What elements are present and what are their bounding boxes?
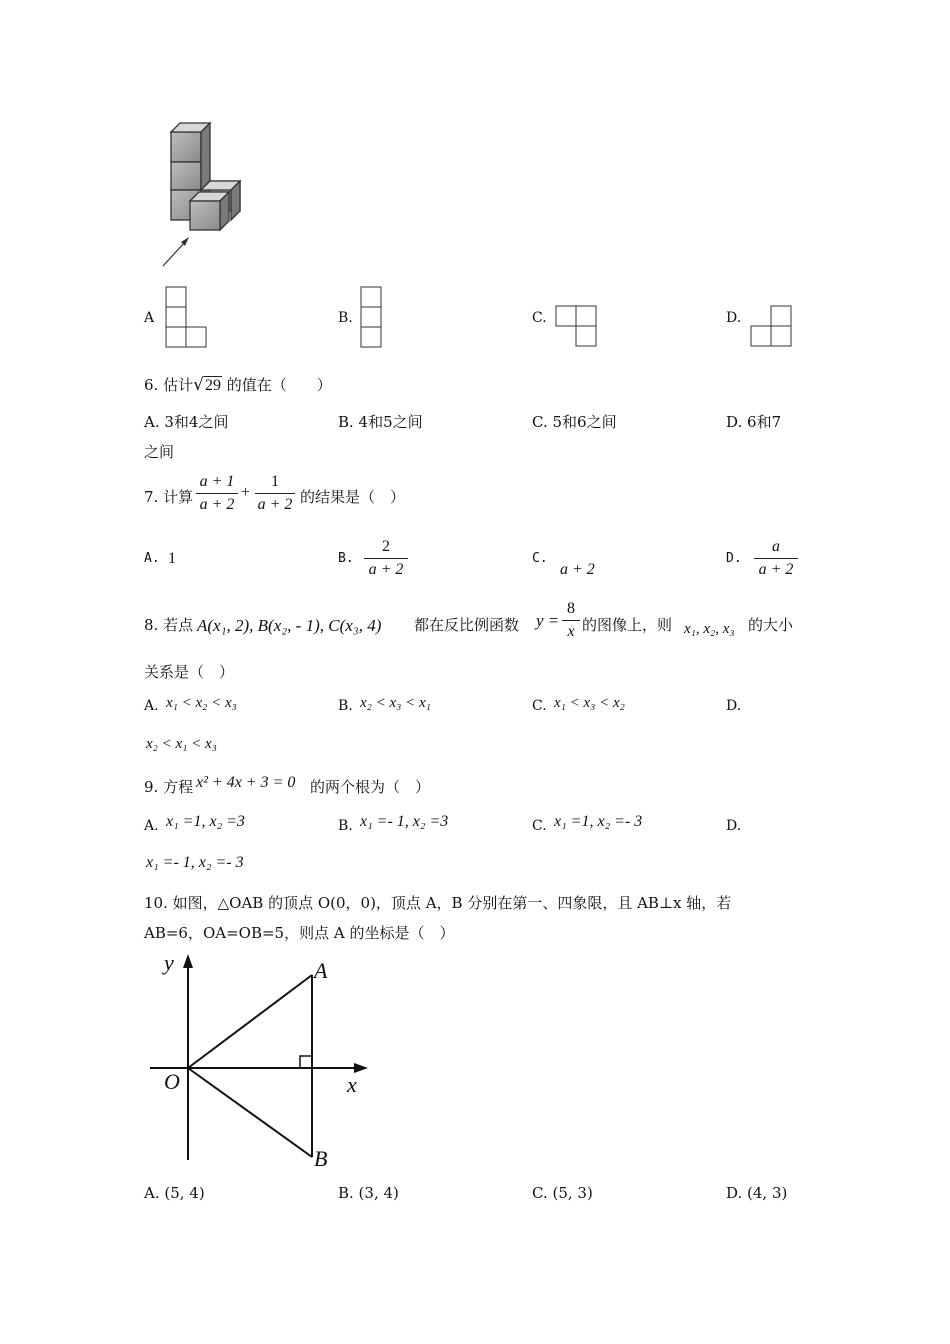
q6-prefix: 估计 [163, 376, 194, 394]
q7-plus: + [241, 484, 251, 501]
q8-prefix: 若点 [163, 616, 194, 634]
q7-option-a-value: 1 [168, 550, 176, 567]
q7-option-b-fraction [364, 536, 408, 581]
q7-option-b-den: a + 2 [364, 558, 408, 581]
cube-stack-figure [150, 115, 260, 275]
q7-fraction-1-den: a + 2 [196, 493, 238, 516]
q8-option-c-label: C. [532, 698, 547, 714]
q7-number: 7. [144, 488, 159, 506]
q5-option-c-view [555, 305, 599, 349]
q8-number-prefix [144, 614, 193, 635]
fig-o-label: O [164, 1069, 180, 1094]
q10-line1: 10. 如图，△OAB 的顶点 O(0，0)，顶点 A，B 分别在第一、四象限，且 AB⊥x 轴，若 [144, 894, 732, 912]
q5-option-b-label: B. [338, 310, 353, 326]
q7-fraction-2-num: 1 [271, 473, 279, 490]
q5-option-c-label: C. [532, 310, 547, 326]
sqrt-symbol: √ [193, 375, 204, 395]
q9-suffix: 的两个根为（ ） [310, 778, 431, 796]
q8-option-c: x₁ < x₃ < x₂ [554, 695, 625, 711]
q8-after: 的图像上，则 [582, 616, 673, 634]
q6-option-d-wrap: 之间 [144, 443, 175, 461]
q9-prefix: 方程 [163, 778, 194, 796]
q8-number: 8. [144, 616, 159, 634]
q6-suffix: 的值在（ ） [226, 376, 332, 394]
q7-option-d-label: D. [726, 551, 742, 566]
q8-option-a: x₁ < x₂ < x₃ [166, 695, 237, 711]
q9-number: 9. [144, 778, 159, 796]
fig-b-label: B [314, 1146, 328, 1171]
q6-radicand: 29 [204, 377, 221, 394]
q8-tail: 的大小 [748, 616, 794, 634]
q5-option-b-view [360, 286, 384, 350]
fig-y-label: y [164, 950, 174, 975]
q10-option-d: D. (4, 3) [726, 1184, 788, 1202]
fig-x-label: x [347, 1072, 357, 1097]
q5-option-a-view [165, 286, 209, 350]
q7-fraction-2-den: a + 2 [255, 493, 295, 516]
q9-option-b-label: B. [338, 818, 353, 834]
q10-option-b: B. (3, 4) [338, 1184, 399, 1202]
q9-option-a-label: A. [144, 818, 159, 834]
q6-option-c: C. 5和6之间 [532, 413, 617, 431]
q8-option-d-label: D. [726, 698, 742, 714]
q10-option-c: C. (5, 3) [532, 1184, 593, 1202]
q8-option-b: x₂ < x₃ < x₁ [360, 695, 431, 711]
q8-func-den: x [562, 620, 580, 643]
q9-option-b: x₁ =- 1, x₂ =3 [360, 813, 449, 830]
q8-line2: 关系是（ ） [144, 663, 235, 681]
q8-option-b-label: B. [338, 698, 353, 714]
q5-option-a-label: A [144, 310, 155, 326]
q7-prefix: 计算 [163, 488, 194, 506]
q10-line2: AB=6，OA=OB=5，则点 A 的坐标是（ ） [144, 924, 455, 942]
q10-option-a: A. (5, 4) [144, 1184, 205, 1202]
fig-a-label: A [314, 958, 328, 983]
q6-option-b: B. 4和5之间 [338, 413, 423, 431]
q8-vars: x₁, x₂, x₃ [684, 621, 735, 637]
q7-option-c-label: C. [532, 551, 548, 566]
q7-fraction-1 [196, 471, 238, 516]
q7-option-d-den: a + 2 [754, 558, 798, 581]
q9-option-c: x₁ =1, x₂ =- 3 [554, 813, 643, 830]
q8-points: A(x₁, 2), B(x₂, - 1), C(x₃, 4) [197, 616, 382, 635]
q7-option-d-fraction [754, 536, 798, 581]
q9-option-d-label: D. [726, 818, 742, 834]
q7-option-b-num: 2 [382, 538, 390, 555]
q9-option-a: x₁ =1, x₂ =3 [166, 813, 245, 830]
q7-option-a-label: A. [144, 551, 160, 566]
q8-func-num: 8 [567, 600, 575, 617]
q9-option-d: x₁ =- 1, x₂ =- 3 [146, 854, 244, 871]
q7-number-prefix [144, 486, 193, 507]
q6-option-d: D. 6和7 [726, 413, 782, 431]
q7-suffix: 的结果是（ ） [300, 488, 406, 506]
q6-number: 6. [144, 376, 159, 394]
q9-equation: x² + 4x + 3 = 0 [196, 774, 296, 791]
q7-option-d-num: a [772, 538, 780, 555]
q5-option-d-view [750, 305, 794, 349]
q8-middle: 都在反比例函数 [414, 616, 520, 634]
q8-func-lhs: y = [536, 611, 560, 630]
q9-number-prefix [144, 776, 193, 797]
q7-option-b-label: B. [338, 551, 354, 566]
q6-stem [144, 374, 332, 395]
q8-option-a-label: A. [144, 698, 159, 714]
q8-option-d: x₂ < x₁ < x₃ [146, 736, 217, 752]
q8-func-fraction [562, 598, 580, 643]
q7-option-c-den: a + 2 [560, 561, 595, 578]
q7-fraction-1-num: a + 1 [199, 473, 235, 490]
q6-option-a: A. 3和4之间 [144, 413, 229, 431]
q7-fraction-2 [255, 471, 295, 516]
q9-option-c-label: C. [532, 818, 547, 834]
q5-option-d-label: D. [726, 310, 742, 326]
triangle-oab-figure [140, 950, 380, 1175]
